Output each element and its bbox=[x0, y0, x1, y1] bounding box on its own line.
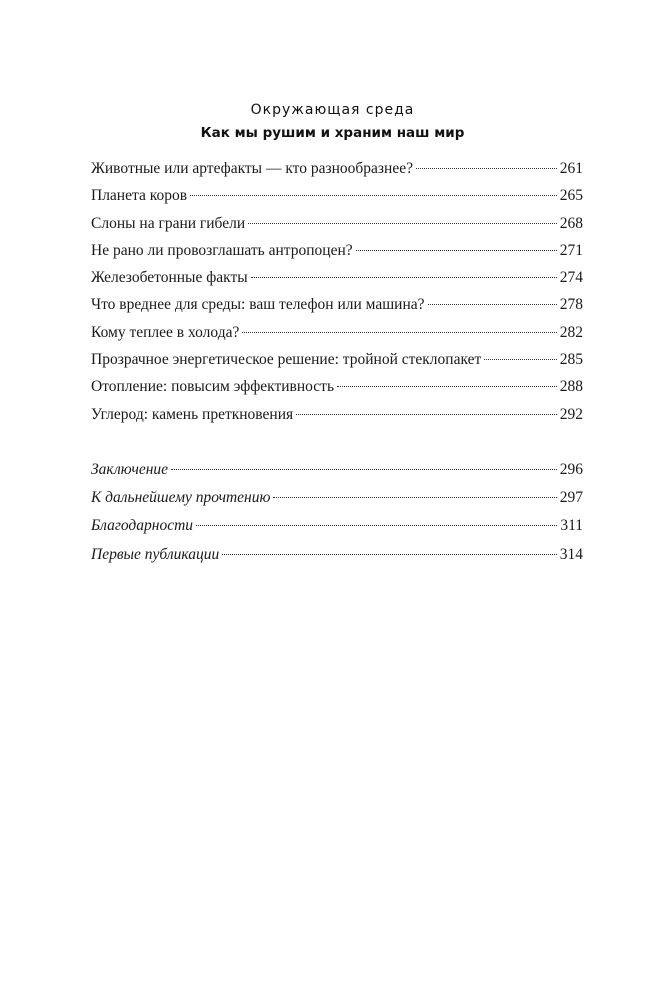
toc-entry[interactable] bbox=[91, 484, 583, 512]
toc-leader bbox=[196, 525, 557, 526]
toc-entry[interactable] bbox=[91, 346, 583, 373]
toc-entry[interactable] bbox=[91, 456, 583, 484]
toc-leader bbox=[273, 497, 556, 498]
toc-leader bbox=[337, 386, 557, 387]
toc-entry-page: 288 bbox=[559, 378, 583, 396]
section-subtitle: Как мы рушим и храним наш мир bbox=[200, 125, 465, 141]
toc-entry[interactable] bbox=[91, 541, 583, 569]
toc-entry-title: Углерод: камень преткновения bbox=[91, 405, 294, 423]
section-title: Окружающая среда bbox=[250, 102, 415, 118]
toc-entry-page: 297 bbox=[559, 489, 583, 507]
toc-leader bbox=[171, 469, 557, 470]
toc-main-list bbox=[91, 155, 583, 428]
toc-entry-page: 268 bbox=[559, 214, 583, 232]
section-header bbox=[0, 100, 665, 143]
toc-entry-page: 282 bbox=[559, 323, 583, 341]
toc-entry[interactable] bbox=[91, 210, 583, 237]
toc-entry-page: 296 bbox=[559, 461, 583, 478]
toc-entry-title: Заключение bbox=[91, 461, 169, 478]
toc-leader bbox=[248, 223, 557, 224]
toc-entry[interactable] bbox=[91, 512, 583, 540]
toc-leader bbox=[222, 554, 557, 555]
toc-entry-title: Не рано ли провозглашать антропоцен? bbox=[91, 241, 353, 259]
toc-entry-title: Планета коров bbox=[91, 187, 188, 205]
toc-entry-title: Кому теплее в холода? bbox=[91, 323, 240, 341]
toc-entry[interactable] bbox=[91, 237, 583, 264]
toc-entry[interactable] bbox=[91, 264, 583, 291]
toc-entry-page: 285 bbox=[559, 351, 583, 369]
toc-leader bbox=[484, 359, 556, 360]
toc-entry[interactable] bbox=[91, 155, 583, 182]
toc-leader bbox=[428, 304, 557, 305]
toc-leader bbox=[242, 332, 556, 333]
toc-entry-title: Первые публикации bbox=[91, 545, 220, 563]
toc-back-matter-list bbox=[91, 456, 583, 569]
toc-entry[interactable] bbox=[91, 401, 583, 428]
toc-leader bbox=[356, 250, 557, 251]
toc-entry[interactable] bbox=[91, 182, 583, 209]
toc-entry-page: 274 bbox=[559, 269, 583, 287]
toc-entry-title: Благодарности bbox=[91, 517, 194, 535]
toc-entry-page: 278 bbox=[559, 296, 583, 314]
toc-entry-page: 311 bbox=[560, 517, 583, 535]
toc-leader bbox=[416, 168, 557, 169]
toc-entry-page: 271 bbox=[559, 241, 583, 259]
toc-entry-title: Прозрачное энергетическое решение: тройной стеклопакет bbox=[91, 351, 482, 369]
toc-entry-title: Что вреднее для среды: ваш телефон или машина? bbox=[91, 296, 425, 314]
toc-leader bbox=[296, 414, 557, 415]
toc-entry-title: Отопление: повысим эффективность bbox=[91, 378, 335, 396]
toc-entry-page: 261 bbox=[559, 160, 583, 177]
toc-leader bbox=[251, 277, 557, 278]
toc-entry[interactable] bbox=[91, 373, 583, 400]
toc-entry-title: Слоны на грани гибели bbox=[91, 214, 246, 232]
toc-entry-page: 292 bbox=[559, 405, 583, 423]
toc-entry-title: К дальнейшему прочтению bbox=[91, 489, 271, 507]
toc-leader bbox=[190, 195, 557, 196]
toc-entry-page: 314 bbox=[559, 545, 583, 563]
toc-entry-page: 265 bbox=[559, 187, 583, 205]
toc-entry-title: Железобетонные факты bbox=[91, 269, 248, 287]
toc-entry-title: Животные или артефакты — кто разнообразнее? bbox=[91, 160, 413, 177]
toc-entry[interactable] bbox=[91, 291, 583, 318]
toc-entry[interactable] bbox=[91, 319, 583, 346]
